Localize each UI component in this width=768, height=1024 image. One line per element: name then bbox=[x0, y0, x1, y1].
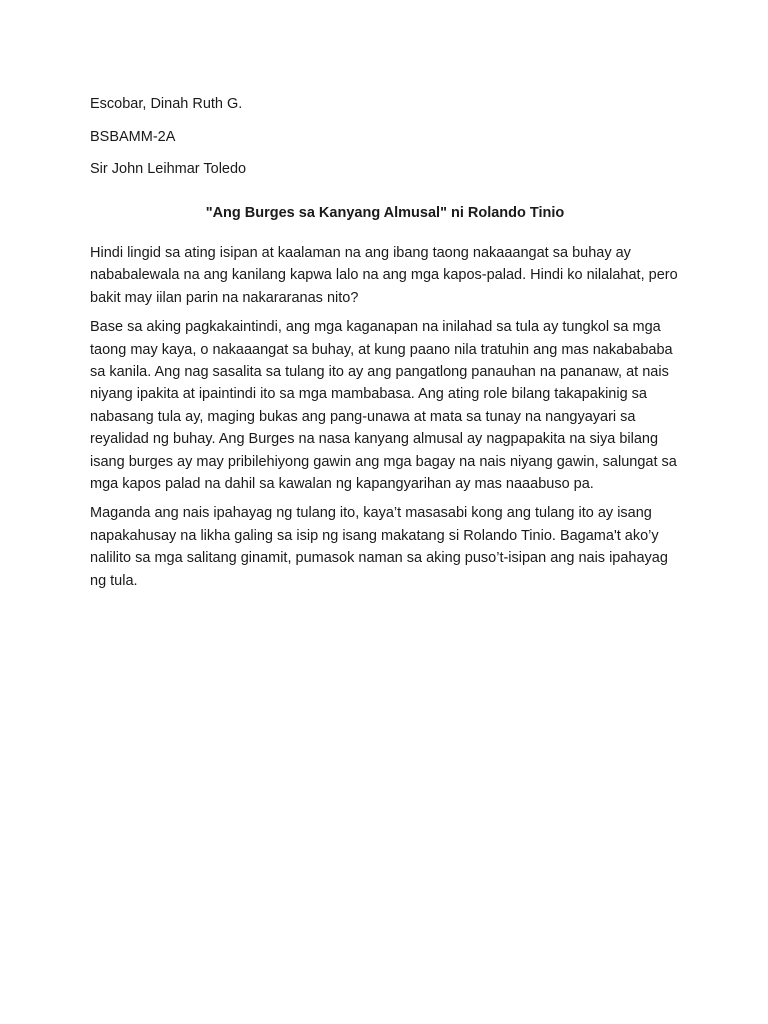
instructor-name: Sir John Leihmar Toledo bbox=[90, 161, 247, 177]
document-body bbox=[90, 93, 680, 599]
document-title: "Ang Burges sa Kanyang Almusal" ni Rolando Tinio bbox=[205, 205, 565, 221]
paragraph-2: Base sa aking pagkakaintindi, ang mga kaganapan na inilahad sa tula ay tungkol sa mga taong may kaya, o nakaaangat sa buhay, at kung paano nila tratuhin ang mas nakabababa sa kanila. Ang nag sasalita sa tulang ito ay ang pangatlong panauhan na pananaw, at nais niyang ipakita at ipaintindi ito sa mga mambabasa. Ang ating role bilang takapakinig sa nabasang tula ay, maging bukas ang pang-unawa at mata sa tunay na nangyayari sa reyalidad ng buhay. Ang Burges na nasa kanyang almusal ay nagpapakita na siya bilang isang burges ay may pribilehiyong gawin ang mga bagay na nais niyang gawin, salungat sa mga kapos palad na dahil sa kawalan ng kapangyarihan ay mas naaabuso pa. bbox=[90, 319, 677, 493]
course-section: BSBAMM-2A bbox=[90, 128, 176, 145]
author-name: Escobar, Dinah Ruth G. bbox=[90, 96, 243, 112]
paragraph-3: Maganda ang nais ipahayag ng tulang ito, kaya’t masasabi kong ang tulang ito ay isang napakahusay na likha galing sa isip ng isang makatang si Rolando Tinio. Bagama't ako’y nalilito sa mga salitang ginamit, pumasok naman sa aking puso’t-isipan ang nais ipahayag ng tula. bbox=[90, 505, 668, 589]
paragraph-1: Hindi lingid sa ating isipan at kaalaman na ang ibang taong nakaaangat sa buhay ay nababalewala na ang kanilang kapwa lalo na ang mga kapos-palad. Hindi ko nilalahat, pero bakit may iilan parin na nakararanas nito? bbox=[90, 245, 678, 306]
